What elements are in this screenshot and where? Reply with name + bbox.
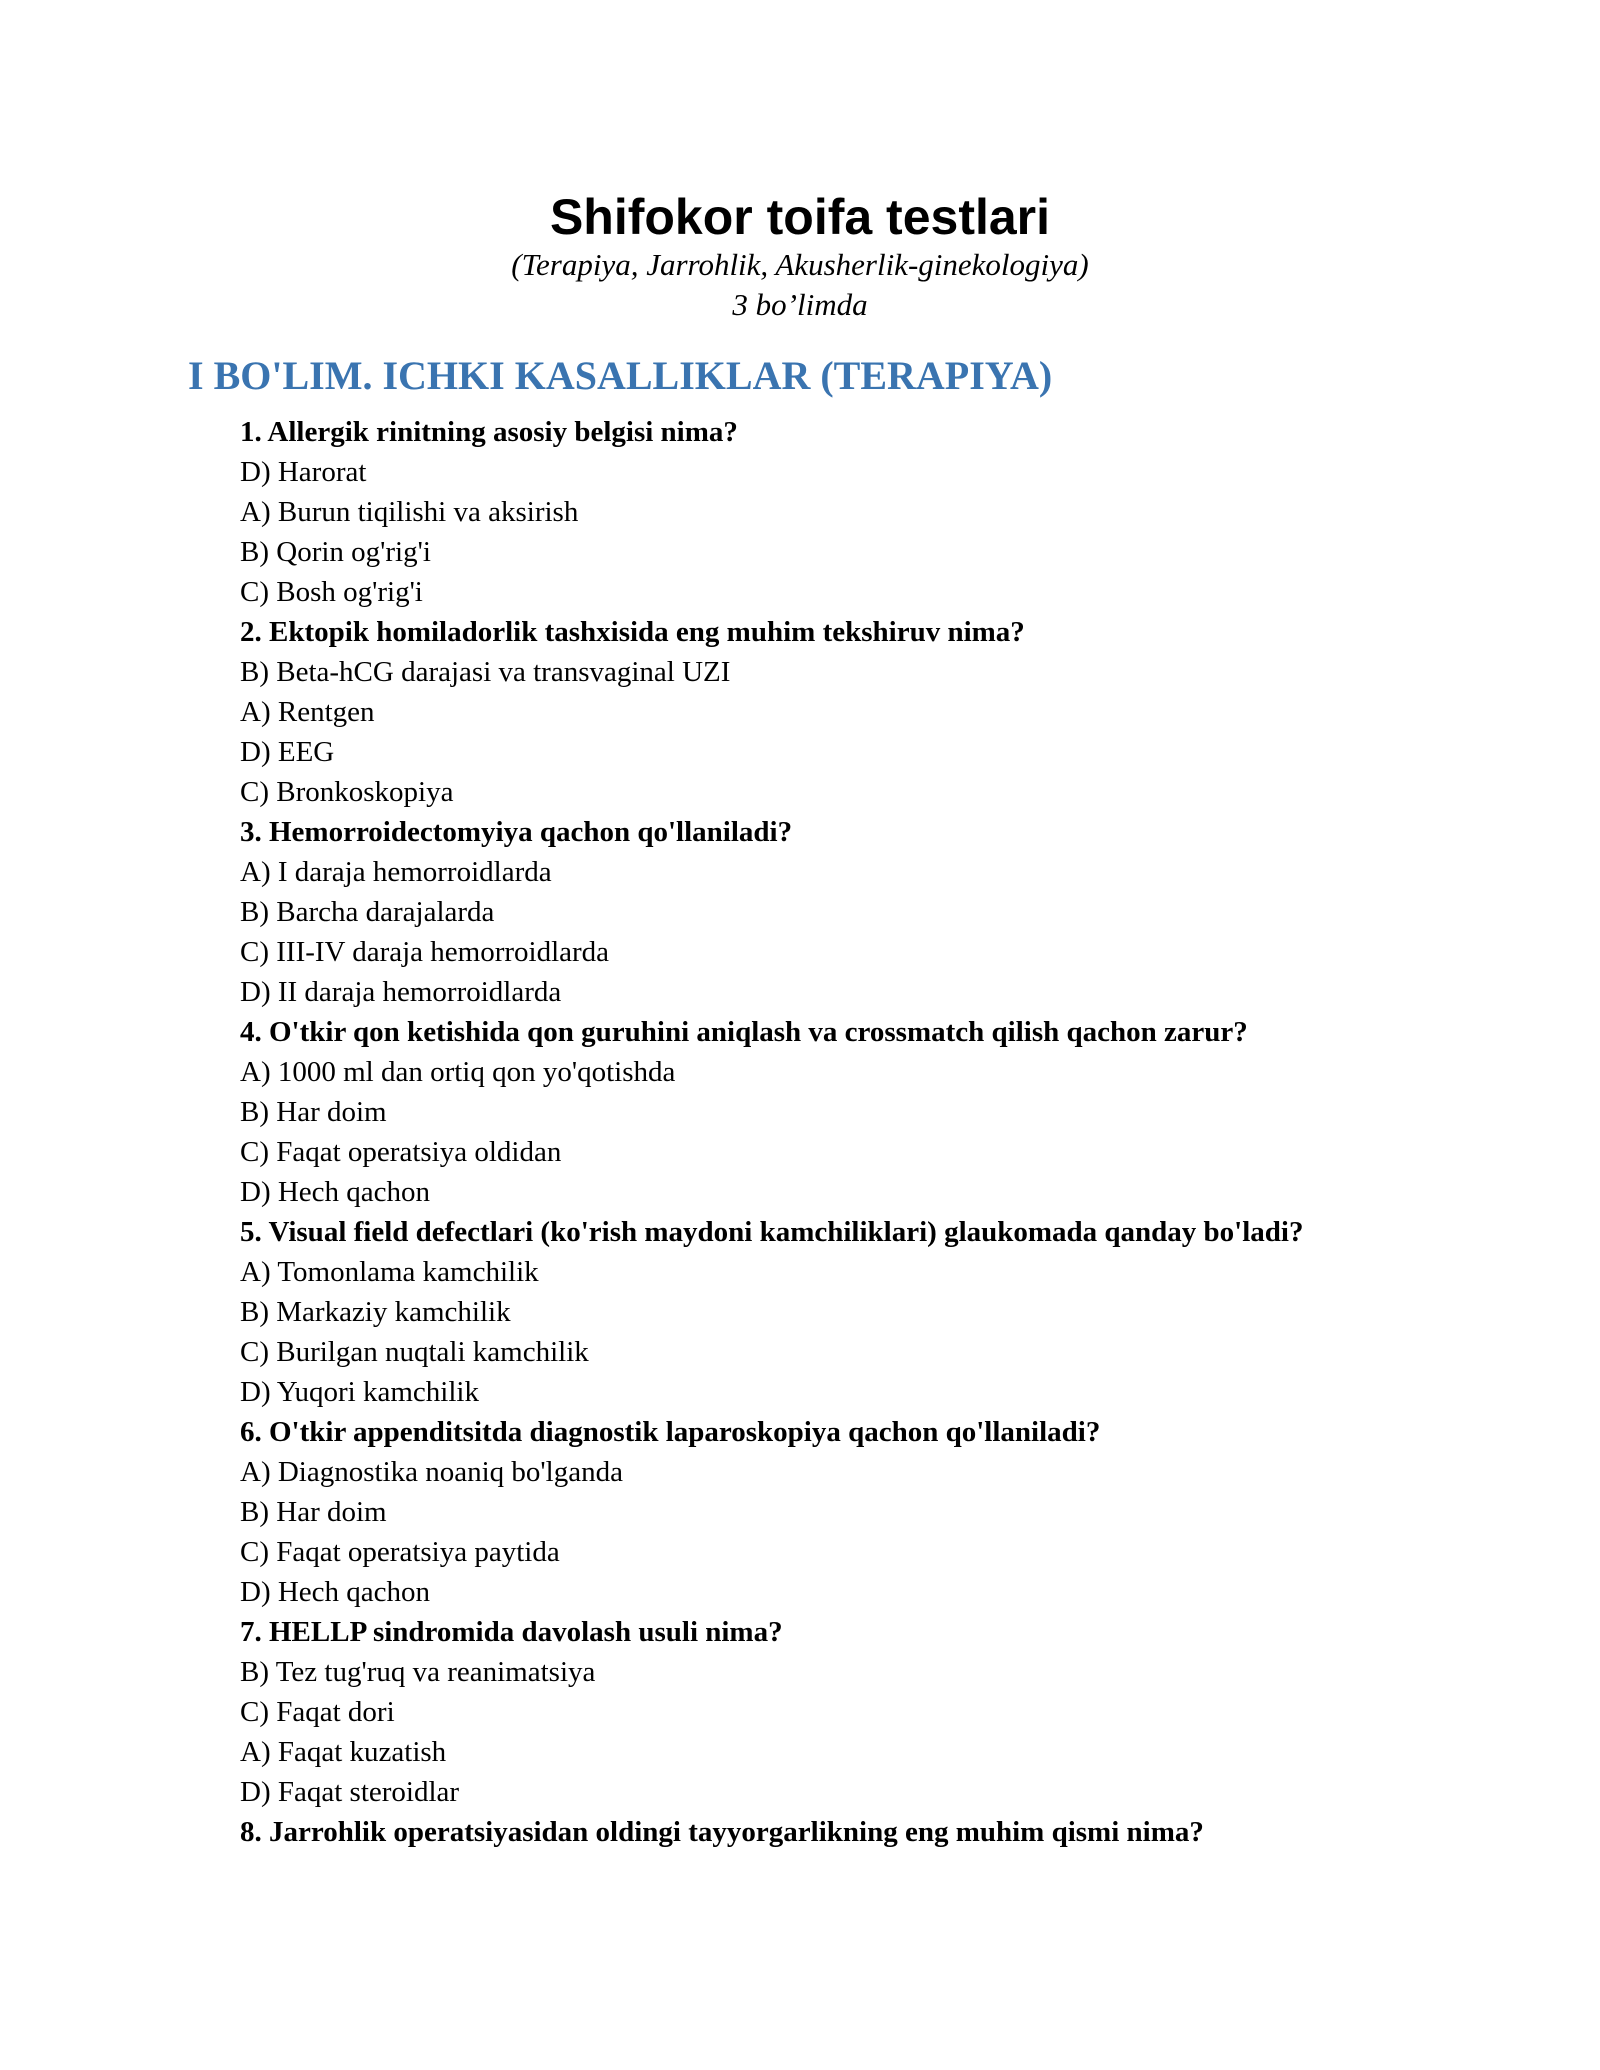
question-text: 1. Allergik rinitning asosiy belgisi nima? [240, 416, 738, 448]
question-text: 4. O'tkir qon ketishida qon guruhini aniqlash va crossmatch qilish qachon zarur? [240, 1016, 1248, 1048]
answer-option: A) I daraja hemorroidlarda [240, 856, 552, 888]
answer-option: C) III-IV daraja hemorroidlarda [240, 936, 610, 968]
question-item [240, 1212, 1480, 1412]
answer-option: B) Tez tug'ruq va reanimatsiya [240, 1656, 596, 1688]
answer-option: B) Markaziy kamchilik [240, 1296, 511, 1328]
question-text: 5. Visual field defectlari (ko'rish maydoni kamchiliklari) glaukomada qanday bo'ladi? [240, 1216, 1304, 1248]
answer-option: C) Faqat dori [240, 1696, 395, 1728]
answer-option: D) Yuqori kamchilik [240, 1376, 479, 1408]
answer-option: C) Faqat operatsiya paytida [240, 1536, 560, 1568]
question-item [240, 1012, 1480, 1212]
answer-option: C) Bosh og'rig'i [240, 576, 423, 608]
question-text: 3. Hemorroidectomyiya qachon qo'llaniladi? [240, 816, 793, 848]
document-title: Shifokor toifa testlari [549, 189, 1051, 245]
answer-option: B) Har doim [240, 1096, 387, 1128]
answer-option: A) Faqat kuzatish [240, 1736, 447, 1768]
question-list [240, 412, 1480, 1852]
answer-option: A) Rentgen [240, 696, 375, 728]
question-item [240, 812, 1480, 1012]
question-text: 7. HELLP sindromida davolash usuli nima? [240, 1616, 783, 1648]
answer-option: D) Faqat steroidlar [240, 1776, 460, 1808]
answer-option: D) II daraja hemorroidlarda [240, 976, 562, 1008]
question-item [240, 1812, 1480, 1852]
question-item [240, 1612, 1480, 1812]
answer-option: D) Hech qachon [240, 1176, 431, 1208]
answer-option: C) Burilgan nuqtali kamchilik [240, 1336, 589, 1368]
answer-option: A) Burun tiqilishi va aksirish [240, 496, 579, 528]
answer-option: D) Hech qachon [240, 1576, 431, 1608]
question-item [240, 412, 1480, 612]
section-heading: I BO'LIM. ICHKI KASALLIKLAR (TERAPIYA) [188, 353, 1053, 398]
question-item [240, 1412, 1480, 1612]
answer-option: B) Qorin og'rig'i [240, 536, 431, 568]
question-text: 6. O'tkir appenditsitda diagnostik laparoskopiya qachon qo'llaniladi? [240, 1416, 1101, 1448]
answer-option: B) Barcha darajalarda [240, 896, 495, 928]
answer-option: A) Diagnostika noaniq bo'lganda [240, 1456, 623, 1488]
question-item [240, 612, 1480, 812]
document-subtitle: (Terapiya, Jarrohlik, Akusherlik-ginekologiya) [511, 247, 1089, 282]
document-subtitle-sections: 3 bo’limda [732, 287, 868, 322]
question-text: 8. Jarrohlik operatsiyasidan oldingi tayyorgarlikning eng muhim qismi nima? [240, 1816, 1204, 1848]
answer-option: D) EEG [240, 736, 335, 768]
answer-option: C) Faqat operatsiya oldidan [240, 1136, 562, 1168]
answer-option: D) Harorat [240, 456, 367, 488]
answer-option: A) Tomonlama kamchilik [240, 1256, 539, 1288]
question-text: 2. Ektopik homiladorlik tashxisida eng muhim tekshiruv nima? [240, 616, 1025, 648]
answer-option: B) Har doim [240, 1496, 387, 1528]
answer-option: C) Bronkoskopiya [240, 776, 454, 808]
answer-option: A) 1000 ml dan ortiq qon yo'qotishda [240, 1056, 676, 1088]
answer-option: B) Beta-hCG darajasi va transvaginal UZI [240, 656, 731, 688]
